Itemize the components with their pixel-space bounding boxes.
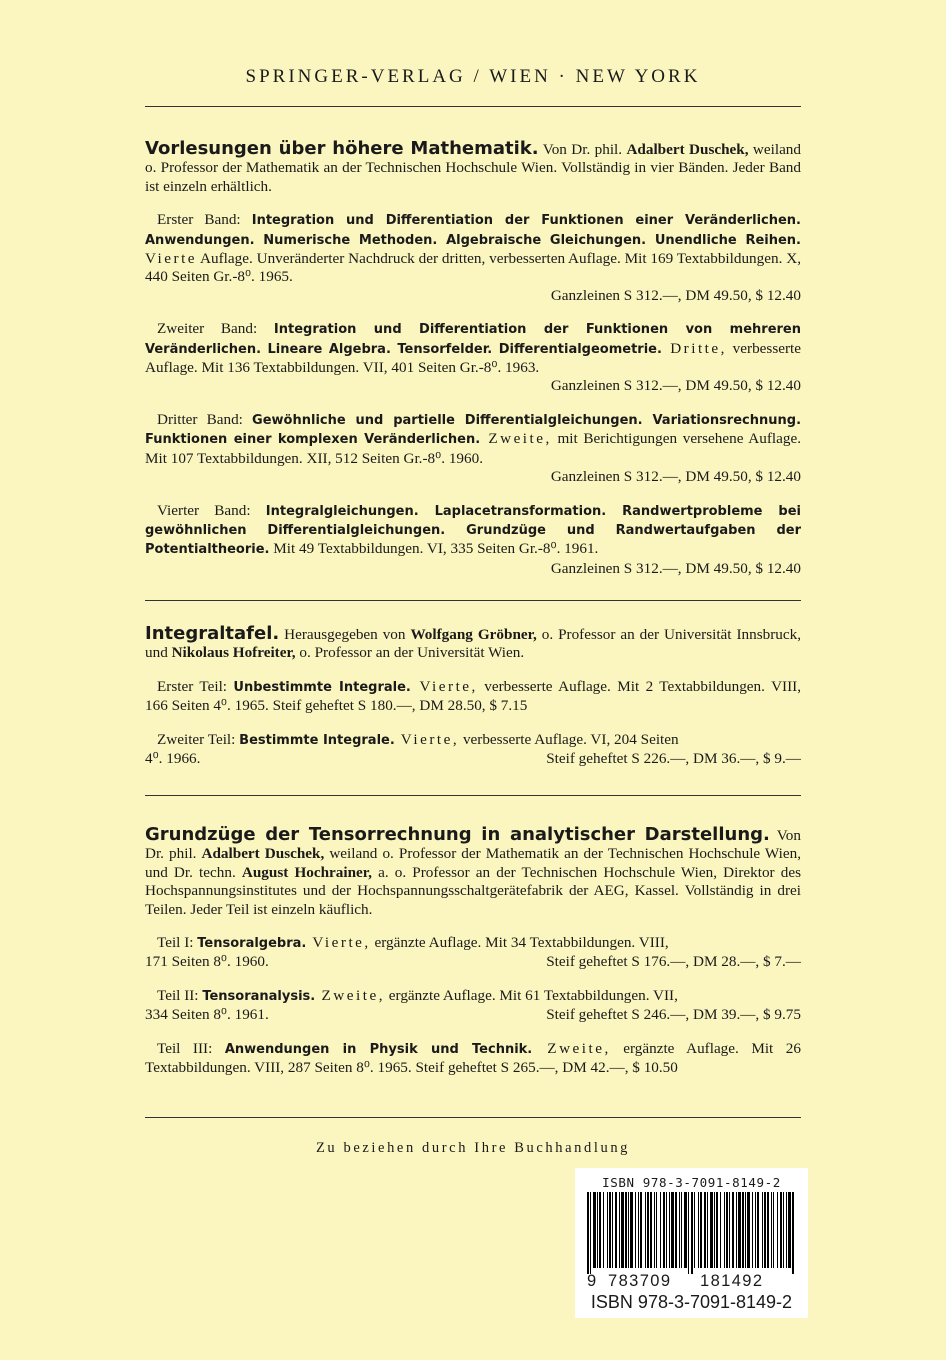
barcode-right-digits: 181492 bbox=[700, 1272, 764, 1290]
book-title: Vorlesungen über höhere Mathematik. bbox=[145, 138, 539, 159]
part-3: Teil III: Anwendungen in Physik und Technik. Zweite, ergänzte Auflage. Mit 26 Textabbildungen. VIII, 287 Seiten 8⁰. 1965. Steif geheftet S 265.—, DM 42.—, $ 10.50 bbox=[145, 1039, 801, 1077]
barcode-bar bbox=[738, 1192, 741, 1268]
barcode-bar bbox=[647, 1192, 649, 1268]
divider bbox=[145, 600, 801, 601]
barcode-bar bbox=[780, 1192, 782, 1268]
barcode-left-digits: 783709 bbox=[608, 1272, 672, 1290]
barcode-bar bbox=[671, 1192, 674, 1268]
barcode-bar bbox=[710, 1192, 713, 1268]
barcode-bar bbox=[609, 1192, 611, 1268]
author: August Hochrainer, bbox=[241, 863, 372, 881]
barcode-bar bbox=[736, 1192, 737, 1268]
barcode-bar bbox=[767, 1192, 769, 1268]
barcode-bar bbox=[625, 1192, 627, 1268]
barcode-bar bbox=[654, 1192, 655, 1268]
author: Adalbert Duschek, bbox=[201, 845, 325, 863]
barcode-bar bbox=[786, 1192, 787, 1268]
barcode-bar bbox=[612, 1192, 613, 1268]
part-subject: Tensoralgebra. bbox=[197, 936, 307, 952]
barcode-bar bbox=[720, 1192, 721, 1268]
barcode-bar bbox=[732, 1192, 734, 1268]
divider bbox=[145, 106, 801, 107]
book-integraltafel bbox=[145, 625, 801, 768]
part-subject: Tensoranalysis. bbox=[202, 988, 316, 1004]
part-subject: Anwendungen in Physik und Technik. bbox=[224, 1041, 533, 1057]
barcode-bar bbox=[650, 1192, 652, 1268]
barcode-bar bbox=[590, 1192, 591, 1274]
barcode-bar bbox=[726, 1192, 728, 1268]
volume-price: Ganzleinen S 312.—, DM 49.50, $ 12.40 bbox=[550, 286, 801, 304]
barcode-bar bbox=[628, 1192, 629, 1268]
barcode-bar bbox=[771, 1192, 772, 1268]
volume-price: Ganzleinen S 312.—, DM 49.50, $ 12.40 bbox=[550, 559, 801, 577]
barcode-bar bbox=[747, 1192, 750, 1268]
volume-price: Ganzleinen S 312.—, DM 49.50, $ 12.40 bbox=[550, 468, 801, 486]
isbn-top-label: ISBN 978-3-7091-8149-2 bbox=[602, 1175, 781, 1190]
barcode-bar bbox=[630, 1192, 633, 1268]
author: Nikolaus Hofreiter, bbox=[171, 644, 296, 662]
barcode-bar bbox=[638, 1192, 639, 1268]
part-subject: Bestimmte Integrale. bbox=[239, 732, 395, 748]
barcode-bar bbox=[663, 1192, 665, 1268]
barcode-bar bbox=[707, 1192, 708, 1268]
barcode-bar bbox=[745, 1192, 746, 1268]
book-tensorrechnung bbox=[145, 826, 801, 1077]
barcode-bar bbox=[742, 1192, 744, 1268]
barcode-bar bbox=[597, 1192, 598, 1268]
book-title: Grundzüge der Tensorrechnung in analytischer Darstellung. bbox=[145, 824, 770, 845]
barcode-bar bbox=[635, 1192, 636, 1268]
volume-3: Dritter Band: Gewöhnliche und partielle Differentialgleichungen. Variationsrechnung. Funktionen einer komplexen Veränderlichen. Zweite, mit Berichtigungen versehene Auflage. Mit 107 Textabbildungen. XII, 512 Seiten Gr.-8⁰. 1960. Ganzleinen S 312.—, DM 49.50, $ 12.40 bbox=[145, 410, 802, 486]
part-price: Steif geheftet S 176.—, DM 28.—, $ 7.— bbox=[546, 953, 801, 971]
barcode-bar bbox=[704, 1192, 706, 1268]
barcode-bar bbox=[694, 1192, 695, 1268]
barcode-bar bbox=[764, 1192, 766, 1268]
part-1: Erster Teil: Unbestimmte Integrale. Vierte, verbesserte Auflage. Mit 2 Textabbildungen. VIII, 166 Seiten 4⁰. 1965. Steif geheftet S 180.—, DM 28.50, $ 7.15 bbox=[145, 677, 802, 715]
book-vorlesungen bbox=[145, 140, 801, 578]
divider bbox=[145, 1117, 801, 1118]
barcode-bar bbox=[645, 1192, 646, 1268]
barcode-bar bbox=[615, 1192, 617, 1268]
barcode-bar bbox=[603, 1192, 604, 1268]
barcode-bar bbox=[681, 1192, 682, 1268]
author: Wolfgang Gröbner, bbox=[410, 626, 537, 643]
divider bbox=[145, 795, 801, 796]
footer-note: Zu beziehen durch Ihre Buchhandlung bbox=[315, 1140, 631, 1156]
barcode-bar bbox=[684, 1192, 687, 1268]
volume-4: Vierter Band: Integralgleichungen. Laplacetransformation. Randwertprobleme bei gewöhnlichen Differentialgleichungen. Grundzüge und Randwertaufgaben der Potentialtheorie. Mit 49 Textabbildungen. VI, 335 Seiten Gr.-8⁰. 1961. Ganzleinen S 312.—, DM 49.50, $ 12.40 bbox=[145, 501, 802, 577]
barcode-bar bbox=[777, 1192, 778, 1268]
barcode-bar bbox=[688, 1192, 689, 1274]
barcode-bar bbox=[783, 1192, 784, 1268]
barcode-bar bbox=[621, 1192, 624, 1268]
barcode-bar bbox=[619, 1192, 620, 1268]
volume-subject: Integralgleichungen. Laplacetransformation. Randwertprobleme bei gewöhnlichen Differentialgleichungen. Grundzüge und Randwertaufgaben der Potentialtheorie. bbox=[145, 503, 802, 558]
part-price: Steif geheftet S 226.—, DM 36.—, $ 9.— bbox=[546, 750, 801, 768]
barcode-bar bbox=[679, 1192, 680, 1268]
barcode-bar bbox=[660, 1192, 661, 1268]
part-subject: Unbestimmte Integrale. bbox=[233, 679, 411, 695]
barcode-bar bbox=[788, 1192, 791, 1268]
barcode-bar bbox=[666, 1192, 667, 1268]
barcode-bar bbox=[669, 1192, 670, 1268]
author: Adalbert Duschek, bbox=[626, 141, 749, 158]
book-title: Integraltafel. bbox=[145, 623, 280, 644]
barcode-bar bbox=[716, 1192, 718, 1268]
barcode-bar bbox=[691, 1192, 693, 1274]
part-price: Steif geheftet S 246.—, DM 39.—, $ 9.75 bbox=[546, 1006, 801, 1024]
barcode-bar bbox=[700, 1192, 702, 1268]
barcode-first-digit: 9 bbox=[587, 1272, 597, 1290]
volume-subject: Integration und Differentiation der Funktionen einer Veränderlichen. Anwendungen. Numerische Methoden. Algebraische Gleichungen. Unendliche Reihen. bbox=[145, 213, 801, 248]
barcode-bar bbox=[607, 1192, 608, 1268]
volume-1: Erster Band: Integration und Differentiation der Funktionen einer Veränderlichen. Anwendungen. Numerische Methoden. Algebraische Gleichungen. Unendliche Reihen. Vierte Auflage. Unveränderter Nachdruck der dritten, verbesserten Auflage. Mit 169 Textabbildungen. X, 440 Seiten Gr.-8⁰. 1965. Ganzleinen S 312.—, DM 49.50, $ 12.40 bbox=[145, 211, 801, 304]
barcode-bar bbox=[755, 1192, 756, 1268]
barcode-bar bbox=[762, 1192, 763, 1268]
volume-subject: Integration und Differentiation der Funktionen von mehreren Veränderlichen. Lineare Algebra. Tensorfelder. Differentialgeometrie. bbox=[145, 322, 801, 357]
barcode-bar bbox=[729, 1192, 730, 1268]
barcode-bar bbox=[675, 1192, 677, 1268]
barcode-bar bbox=[599, 1192, 601, 1268]
volume-price: Ganzleinen S 312.—, DM 49.50, $ 12.40 bbox=[550, 377, 801, 395]
volume-subject: Gewöhnliche und partielle Differentialgleichungen. Variationsrechnung. Funktionen einer komplexen Veränderlichen. bbox=[145, 412, 802, 448]
barcode-bar bbox=[593, 1192, 596, 1268]
barcode-bar bbox=[698, 1192, 699, 1268]
barcode-bars bbox=[587, 1192, 797, 1274]
part-2: Zweiter Teil: Bestimmte Integrale. Vierte, verbesserte Auflage. VI, 204 Seiten 4⁰. 1966. Steif geheftet S 226.—, DM 36.—, $ 9.— bbox=[145, 730, 801, 768]
isbn-bottom-label: ISBN 978-3-7091-8149-2 bbox=[590, 1292, 793, 1312]
part-2: Teil II: Tensoranalysis. Zweite, ergänzte Auflage. Mit 61 Textabbildungen. VII, 334 Seiten 8⁰. 1961. Steif geheftet S 246.—, DM 39.—, $ 9.75 bbox=[145, 986, 801, 1024]
barcode-bar bbox=[714, 1192, 715, 1268]
barcode-bar bbox=[640, 1192, 642, 1268]
publisher-header: SPRINGER-VERLAG / WIEN · NEW YORK bbox=[245, 66, 701, 87]
book-intro: Vorlesungen über höhere Mathematik. Von Dr. phil. Adalbert Duschek, weiland o. Professor der Mathematik an der Technischen Hochschule Wien. Vollständig in vier Bänden. Jeder Band ist einzeln erhältlich. bbox=[145, 138, 801, 195]
book-intro: Integraltafel. Herausgegeben von Wolfgang Gröbner, o. Professor an der Universität Innsbruck, und Nikolaus Hofreiter, o. Professor an der Universität Wien. bbox=[145, 623, 801, 662]
part-1: Teil I: Tensoralgebra. Vierte, ergänzte Auflage. Mit 34 Textabbildungen. VIII, 171 Seiten 8⁰. 1960. Steif geheftet S 176.—, DM 28.—, $ 7.— bbox=[145, 934, 801, 971]
barcode-bar bbox=[792, 1192, 794, 1274]
barcode-bar bbox=[587, 1192, 589, 1274]
book-intro: Grundzüge der Tensorrechnung in analytischer Darstellung. Von Dr. phil. Adalbert Duschek, weiland o. Professor der Mathematik an der Technischen Hochschule Wien, und Dr. techn. August Hochrainer, a. o. Professor an der Technischen Hochschule Wien, Direktor des Hochspannungsinstitutes und der Hochspannungsschaltgerätefabrik der AEG, Kassel. Vollständig in drei Teilen. Jeder Teil ist einzeln käuflich. bbox=[145, 824, 801, 918]
barcode-bar bbox=[773, 1192, 774, 1268]
barcode-bar bbox=[724, 1192, 725, 1268]
barcode-bar bbox=[757, 1192, 759, 1268]
barcode-bar bbox=[752, 1192, 753, 1268]
volume-2: Zweiter Band: Integration und Differentiation der Funktionen von mehreren Veränderlichen. Lineare Algebra. Tensorfelder. Differentialgeometrie. Dritte, verbesserte Auflage. Mit 136 Textabbildungen. VII, 401 Seiten Gr.-8⁰. 1963. Ganzleinen S 312.—, DM 49.50, $ 12.40 bbox=[145, 320, 801, 395]
barcode-bar bbox=[656, 1192, 657, 1268]
